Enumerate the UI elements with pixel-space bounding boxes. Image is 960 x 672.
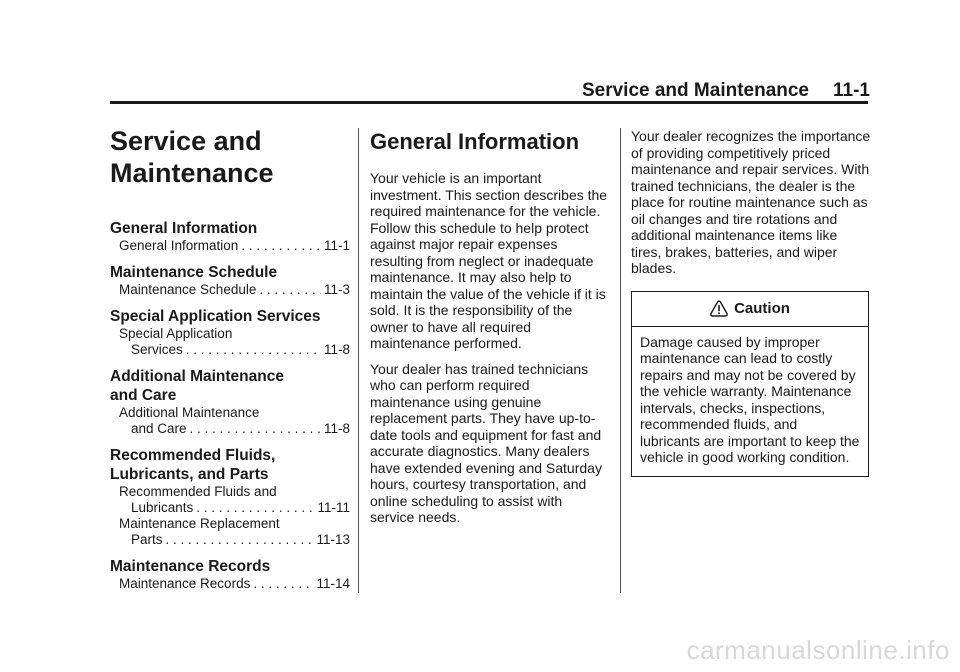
toc-entry[interactable] — [110, 405, 350, 437]
toc-entry[interactable] — [110, 576, 350, 592]
toc-entry-title-cont: Parts — [131, 532, 163, 547]
toc-dot-leader — [190, 421, 321, 437]
toc-dot-leader — [166, 532, 314, 548]
toc-entry-title-cont: Lubricants — [131, 500, 194, 515]
caution-text: Damage caused by improper maintenance can lead to costly repairs and may not be covered by the vehicle warranty. Maintenance intervals, checks, inspections, recommended fluids, and lubricants are important to keep the vehicle in good working condition. — [640, 333, 860, 465]
toc-entry-page: 11-1 — [323, 238, 350, 253]
toc-entry-title: Special Application — [119, 326, 233, 341]
toc-entry[interactable] — [110, 282, 350, 298]
header-section-title: Service and Maintenance — [581, 80, 810, 101]
running-header — [0, 80, 870, 102]
toc-entry[interactable] — [110, 238, 350, 254]
column-divider-right — [620, 128, 621, 593]
toc-entry-title: Maintenance Replacement — [119, 516, 280, 531]
caution-label: Caution — [734, 300, 790, 317]
general-information-section — [370, 130, 608, 535]
caution-header — [632, 292, 868, 327]
toc-entry[interactable] — [110, 516, 350, 548]
toc-section — [110, 263, 350, 298]
toc-section — [110, 446, 350, 548]
toc-heading-line: and Care — [110, 387, 177, 404]
toc-dot-leader — [186, 342, 321, 358]
caution-icon — [710, 300, 728, 318]
toc-entry-title: Maintenance Schedule — [119, 282, 257, 297]
chapter-title-line: Maintenance — [110, 158, 274, 188]
toc-section — [110, 219, 350, 254]
toc-entry-title: Additional Maintenance — [119, 405, 260, 420]
toc-heading[interactable]: General Information — [110, 220, 258, 237]
body-paragraph: Your dealer recognizes the importance of providing competitively priced maintenance and repair services. With trained technicians, the dealer is the place for routine maintenance such as oil changes and tire rotations and additional maintenance items like tires, brakes, batteries, and wiper blades. — [631, 128, 871, 276]
toc-entry-title: Recommended Fluids and — [119, 484, 277, 499]
chapter-title-line: Service and — [110, 126, 262, 156]
toc-entry-page: 11-13 — [316, 532, 350, 547]
chapter-title — [110, 125, 350, 189]
toc-heading-line: Additional Maintenance — [110, 368, 284, 385]
toc-dot-leader — [259, 282, 321, 298]
watermark: carmanualsonline.info — [686, 635, 950, 665]
body-paragraph: Your dealer has trained technicians who can perform required maintenance using genuine replacement parts. They have up-to-date tools and equipment for fast and accurate diagnostics. Many dealers have extended evening and Saturday hours, courtesy transportation, and online scheduling to assist with service needs. — [370, 360, 602, 525]
toc-entry-title-cont: Services — [131, 342, 183, 357]
header-page-number: 11-1 — [833, 80, 870, 101]
section-title: General Information — [370, 129, 580, 154]
toc-dot-leader — [241, 238, 321, 254]
header-rule — [110, 101, 868, 104]
toc-section — [110, 557, 350, 592]
toc-entry-page: 11-8 — [323, 342, 350, 357]
toc-dot-leader — [196, 500, 314, 516]
toc-entry-page: 11-14 — [316, 576, 350, 591]
toc-heading[interactable]: Maintenance Records — [110, 558, 271, 575]
toc-entry-title: General Information — [119, 238, 239, 253]
toc-dot-leader — [253, 576, 313, 592]
toc-heading[interactable] — [110, 367, 350, 405]
toc-entry[interactable] — [110, 326, 350, 358]
toc-heading[interactable]: Maintenance Schedule — [110, 264, 278, 281]
toc-entry-title: Maintenance Records — [119, 576, 251, 591]
right-column — [631, 128, 871, 477]
toc-heading[interactable]: Special Application Services — [110, 308, 321, 325]
toc-section — [110, 367, 350, 437]
caution-box — [631, 291, 869, 477]
body-paragraph: Your vehicle is an important investment. This section describes the required maintenance for the vehicle. Follow this schedule to help protect against major repair expenses resulting from neglect or inadequate maintenance. It may also help to maintain the value of the vehicle if it is sold. It is the responsibility of the owner to have all required maintenance performed. — [370, 170, 608, 351]
chapter-toc — [110, 125, 350, 601]
toc-heading-line: Recommended Fluids, — [110, 447, 276, 464]
toc-entry[interactable] — [110, 484, 350, 516]
toc-heading-line: Lubricants, and Parts — [110, 466, 269, 483]
toc-entry-title-cont: and Care — [131, 421, 187, 436]
toc-entry-page: 11-8 — [323, 421, 350, 436]
toc-entry-page: 11-3 — [323, 282, 350, 297]
toc-section — [110, 307, 350, 358]
toc-entry-page: 11-11 — [317, 500, 350, 515]
column-divider-left — [358, 128, 359, 593]
toc-heading[interactable] — [110, 446, 350, 484]
